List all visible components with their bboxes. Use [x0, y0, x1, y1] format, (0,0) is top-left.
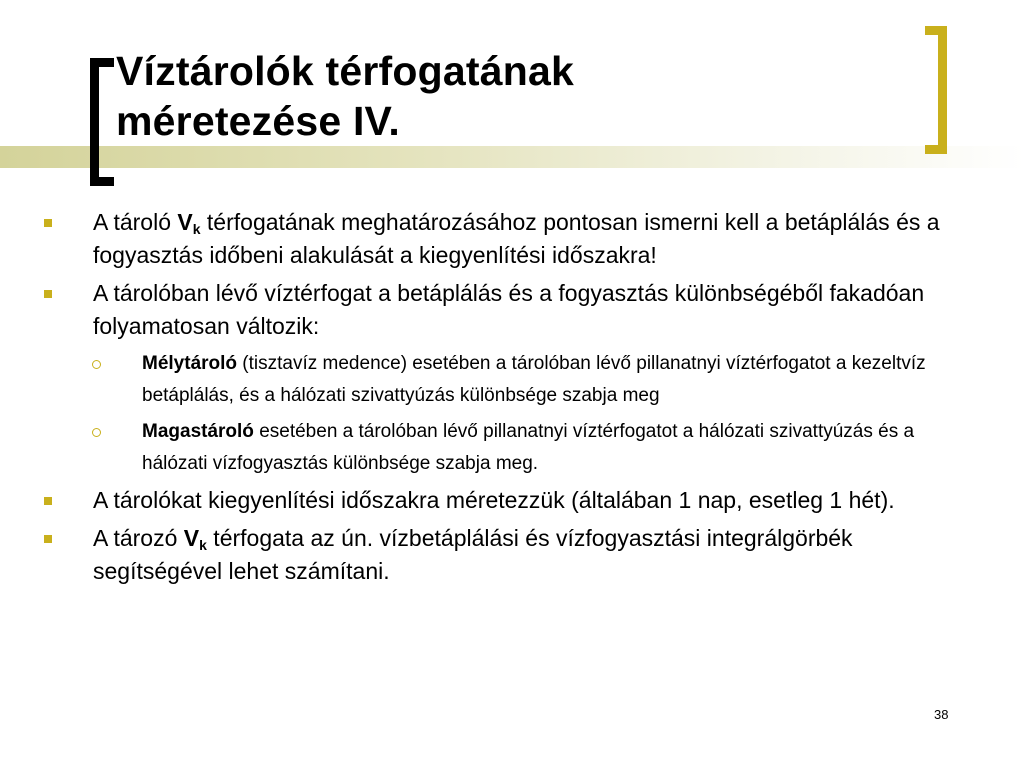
bullet-item-1 — [93, 206, 963, 272]
bullet-item-2 — [93, 277, 963, 343]
title-gradient-band — [0, 146, 1024, 168]
title-left-bracket — [90, 58, 114, 186]
circle-bullet-icon — [92, 360, 101, 369]
sub-bullet-item-1 — [142, 348, 942, 412]
bullet-item-3 — [93, 484, 963, 517]
sub-bullet-text-2: Magastároló esetében a tárolóban lévő pillanatnyi víztérfogatot a hálózati szivattyúzás és a hálózati vízfogyasztás különbsége szabja meg. — [142, 421, 915, 474]
slide-title — [116, 46, 574, 146]
square-bullet-icon — [44, 497, 52, 505]
bullet-text-3: A tárolókat kiegyenlítési időszakra méretezzük (általában 1 nap, esetleg 1 hét). — [93, 487, 895, 513]
bullet-text-4: A tározó $V_k$ térfogata az ún. vízbetáplálási és vízfogyasztási integrálgörbék segítségével lehet számítani. — [93, 525, 853, 584]
square-bullet-icon — [44, 290, 52, 298]
page-number: 38 — [934, 707, 949, 722]
bullet-item-4 — [93, 522, 963, 588]
square-bullet-icon — [44, 219, 52, 227]
bullet-text-1: A tároló $V_k$ térfogatának meghatározásához pontosan ismerni kell a betáplálás és a fogyasztás időbeni alakulását a kiegyenlítési időszakra! — [93, 209, 940, 268]
slide-title-line-2: méretezése IV. — [116, 98, 400, 144]
title-right-bracket — [925, 26, 947, 154]
slide-body — [0, 206, 1024, 593]
bullet-text-2: A tárolóban lévő víztérfogat a betáplálás és a fogyasztás különbségéből fakadóan folyamatosan változik: — [93, 280, 925, 339]
sub-bullet-text-1: Mélytároló (tisztavíz medence) esetében a tárolóban lévő pillanatnyi víztérfogatot a kezeltvíz betáplálás, és a hálózati szivattyúzás különbsége szabja meg — [142, 353, 926, 406]
sub-bullet-item-2 — [142, 416, 942, 480]
slide-title-line-1: Víztárolók térfogatának — [116, 48, 574, 94]
square-bullet-icon — [44, 535, 52, 543]
circle-bullet-icon — [92, 428, 101, 437]
